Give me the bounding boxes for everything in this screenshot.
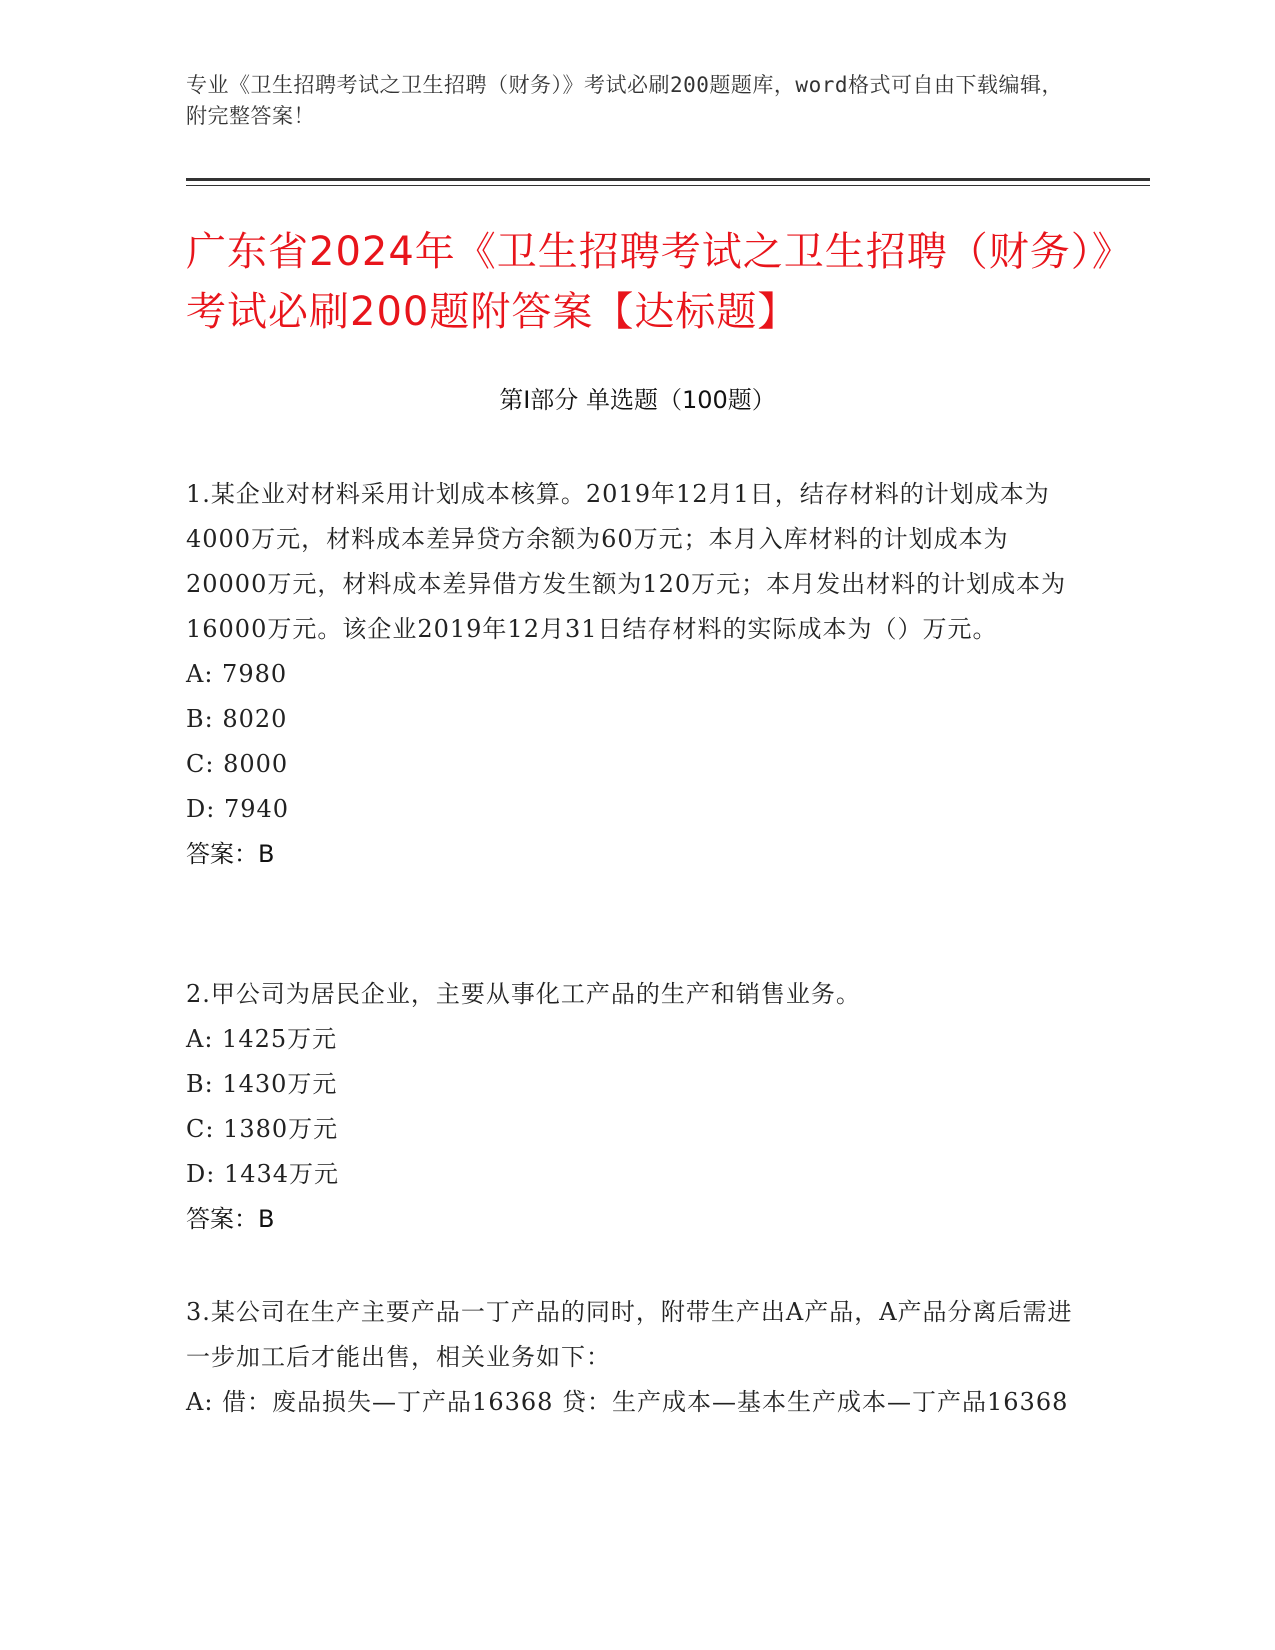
header-note: 专业《卫生招聘考试之卫生招聘（财务）》考试必刷200题题库，word格式可自由下载编辑，附完整答案！ bbox=[186, 73, 1063, 128]
question-3 bbox=[186, 1290, 1086, 1425]
answer: 答案：B bbox=[186, 840, 275, 868]
option-a: A: 借：废品损失—丁产品16368 贷：生产成本—基本生产成本—丁产品16368 bbox=[186, 1388, 1069, 1416]
question-stem: 2.甲公司为居民企业，主要从事化工产品的生产和销售业务。 bbox=[186, 980, 861, 1008]
option-d: D: 1434万元 bbox=[186, 1160, 340, 1188]
header-divider-thin bbox=[186, 185, 1150, 186]
question-2 bbox=[186, 972, 1086, 1242]
option-b: B: 8020 bbox=[186, 705, 288, 733]
option-c: C: 1380万元 bbox=[186, 1115, 339, 1143]
option-a: A: 7980 bbox=[186, 660, 288, 688]
question-stem: 3.某公司在生产主要产品一丁产品的同时，附带生产出A产品，A产品分离后需进一步加工后才能出售，相关业务如下： bbox=[186, 1298, 1073, 1371]
document-title: 广东省2024年《卫生招聘考试之卫生招聘（财务）》考试必刷200题附答案【达标题】 bbox=[186, 229, 1113, 335]
option-d: D: 7940 bbox=[186, 795, 290, 823]
option-c: C: 8000 bbox=[186, 750, 289, 778]
question-1 bbox=[186, 472, 1086, 877]
question-stem: 1.某企业对材料采用计划成本核算。2019年12月1日，结存材料的计划成本为4000万元，材料成本差异贷方余额为60万元；本月入库材料的计划成本为20000万元，材料成本差异借方发生额为120万元；本月发出材料的计划成本为16000万元。该企业2019年12月31日结存材料的实际成本为（）万元。 bbox=[186, 480, 1067, 643]
section-heading: 第I部分 单选题（100题） bbox=[499, 386, 776, 414]
option-a: A: 1425万元 bbox=[186, 1025, 338, 1053]
answer: 答案：B bbox=[186, 1205, 275, 1233]
option-b: B: 1430万元 bbox=[186, 1070, 338, 1098]
header-divider bbox=[186, 178, 1150, 181]
